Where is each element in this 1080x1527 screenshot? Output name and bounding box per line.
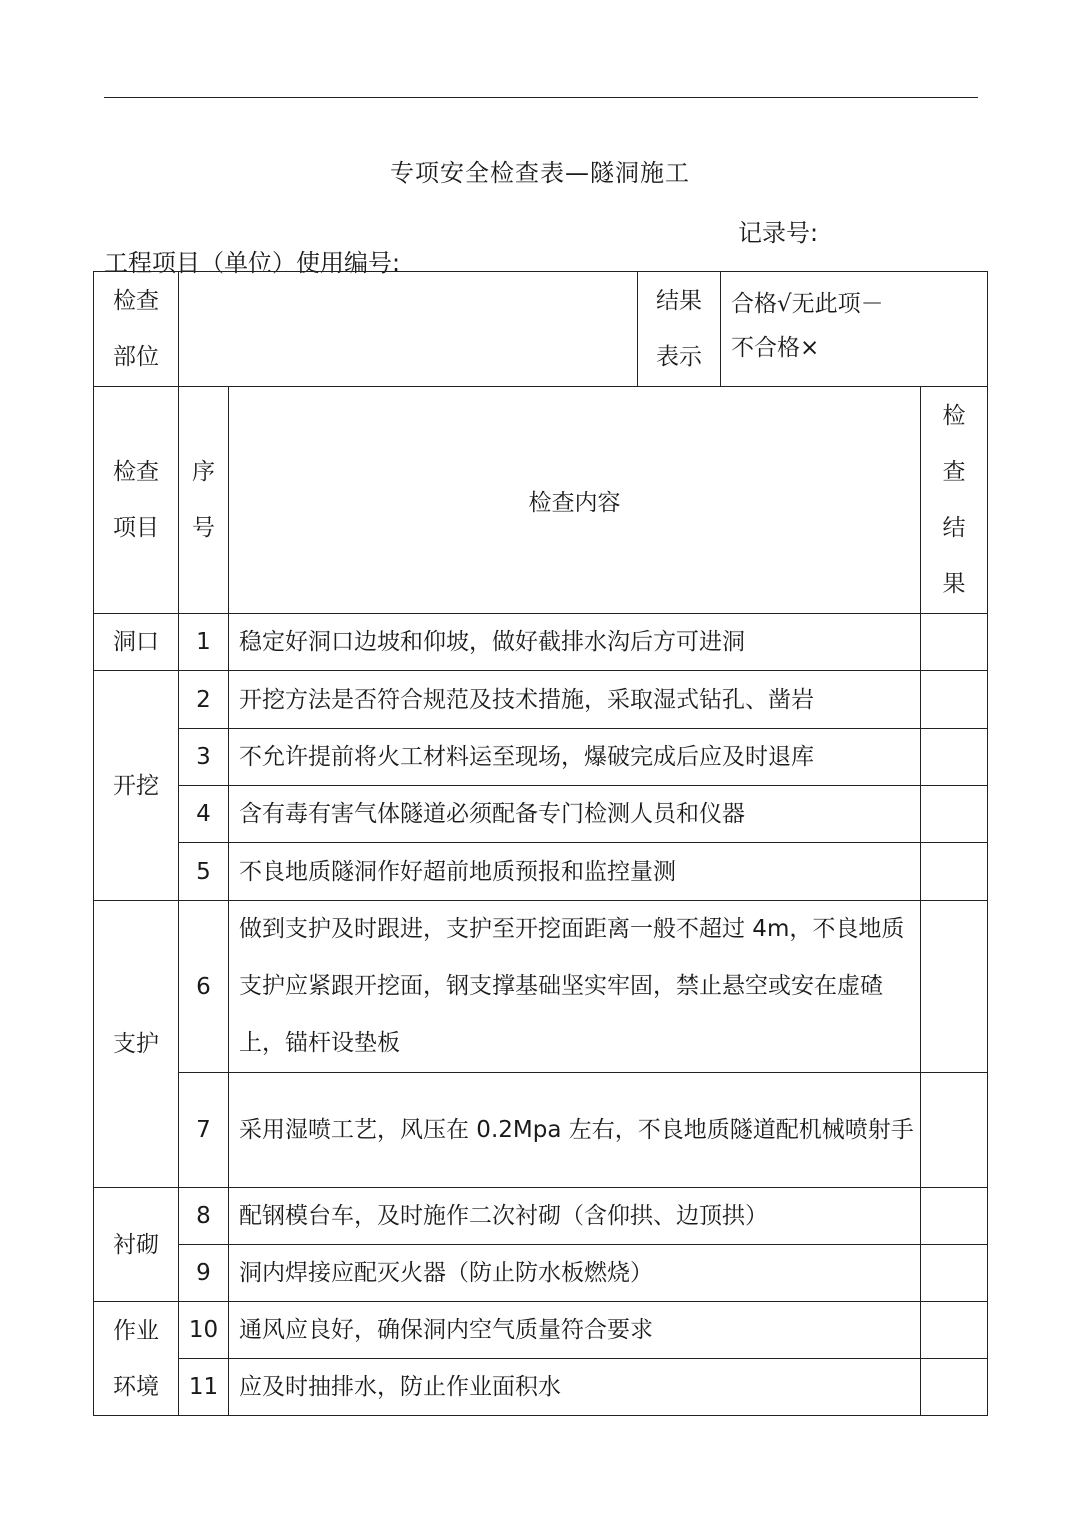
column-header-item-line1: 检查 (113, 459, 159, 485)
group-cell-portal: 洞口 (94, 614, 179, 671)
group-cell-lining: 衬砌 (94, 1188, 179, 1302)
result-legend-label-cell (638, 272, 721, 387)
row-number: 2 (179, 671, 229, 729)
row-content: 通风应良好，确保洞内空气质量符合要求 (229, 1302, 921, 1359)
document-title: 专项安全检查表—隧洞施工 (390, 159, 690, 187)
location-label-line2: 部位 (113, 344, 159, 370)
row-result-field[interactable] (921, 729, 988, 786)
row-result-field[interactable] (921, 1073, 988, 1188)
row-number: 6 (179, 901, 229, 1073)
row-result-field[interactable] (921, 1188, 988, 1245)
result-legend-line1: 合格√无此项－ (731, 291, 884, 317)
row-number: 10 (179, 1302, 229, 1359)
row-number: 4 (179, 786, 229, 843)
column-header-result-char: 查 (942, 459, 966, 485)
column-header-result (921, 387, 988, 614)
row-content: 不良地质隧洞作好超前地质预报和监控量测 (229, 843, 921, 901)
column-header-seq (179, 387, 229, 614)
row-number: 11 (179, 1359, 229, 1416)
table-row (94, 1188, 988, 1245)
row-result-field[interactable] (921, 1245, 988, 1302)
table-row (94, 1245, 988, 1302)
row-result-field[interactable] (921, 786, 988, 843)
table-row (94, 671, 988, 729)
table-row (94, 614, 988, 671)
record-number-label: 记录号: (738, 219, 819, 247)
row-number: 1 (179, 614, 229, 671)
result-legend-line2: 不合格× (731, 335, 820, 361)
row-content: 做到支护及时跟进，支护至开挖面距离一般不超过 4m，不良地质支护应紧跟开挖面，钢支撑基础坚实牢固，禁止悬空或安在虚碴上，锚杆设垫板 (229, 901, 921, 1073)
header-rule (104, 97, 978, 98)
result-legend-label-line1: 结果 (656, 288, 702, 314)
column-header-item (94, 387, 179, 614)
group-name-line1: 作业 (113, 1317, 159, 1344)
row-result-field[interactable] (921, 614, 988, 671)
row-content: 不允许提前将火工材料运至现场，爆破完成后应及时退库 (229, 729, 921, 786)
result-legend-cell (721, 272, 988, 387)
row-content: 开挖方法是否符合规范及技术措施，采取湿式钻孔、凿岩 (229, 671, 921, 729)
inspection-table (93, 271, 988, 1416)
table-row (94, 901, 988, 1073)
location-value-field[interactable] (179, 272, 638, 387)
column-header-seq-line2: 号 (192, 515, 215, 541)
result-legend-label-line2: 表示 (656, 344, 702, 370)
row-result-field[interactable] (921, 671, 988, 729)
group-cell-support: 支护 (94, 901, 179, 1188)
table-row (94, 1302, 988, 1359)
group-cell-work-environment (94, 1302, 179, 1416)
row-result-field[interactable] (921, 901, 988, 1073)
row-number: 7 (179, 1073, 229, 1188)
row-content: 洞内焊接应配灭火器（防止防水板燃烧） (229, 1245, 921, 1302)
column-header-row (94, 387, 988, 614)
column-header-seq-line1: 序 (192, 459, 215, 485)
group-name-line2: 环境 (113, 1373, 159, 1400)
column-header-content: 检查内容 (229, 387, 921, 614)
row-result-field[interactable] (921, 1359, 988, 1416)
location-label-cell (94, 272, 179, 387)
table-row (94, 1359, 988, 1416)
column-header-item-line2: 项目 (113, 515, 159, 541)
column-header-result-char: 果 (942, 571, 966, 597)
group-cell-excavation: 开挖 (94, 671, 179, 901)
row-result-field[interactable] (921, 843, 988, 901)
row-content: 含有毒有害气体隧道必须配备专门检测人员和仪器 (229, 786, 921, 843)
row-number: 9 (179, 1245, 229, 1302)
column-header-result-char: 检 (942, 403, 966, 429)
location-label-line1: 检查 (113, 288, 159, 314)
location-row (94, 272, 988, 387)
row-content: 应及时抽排水，防止作业面积水 (229, 1359, 921, 1416)
project-number-label: 工程项目（单位）使用编号: (104, 249, 401, 277)
row-content: 稳定好洞口边坡和仰坡，做好截排水沟后方可进洞 (229, 614, 921, 671)
row-number: 3 (179, 729, 229, 786)
row-number: 8 (179, 1188, 229, 1245)
row-content: 配钢模台车，及时施作二次衬砌（含仰拱、边顶拱） (229, 1188, 921, 1245)
table-row (94, 786, 988, 843)
column-header-result-char: 结 (942, 515, 966, 541)
table-row (94, 843, 988, 901)
row-number: 5 (179, 843, 229, 901)
row-result-field[interactable] (921, 1302, 988, 1359)
table-row (94, 1073, 988, 1188)
table-row (94, 729, 988, 786)
row-content: 采用湿喷工艺，风压在 0.2Mpa 左右，不良地质隧道配机械喷射手 (229, 1073, 921, 1188)
